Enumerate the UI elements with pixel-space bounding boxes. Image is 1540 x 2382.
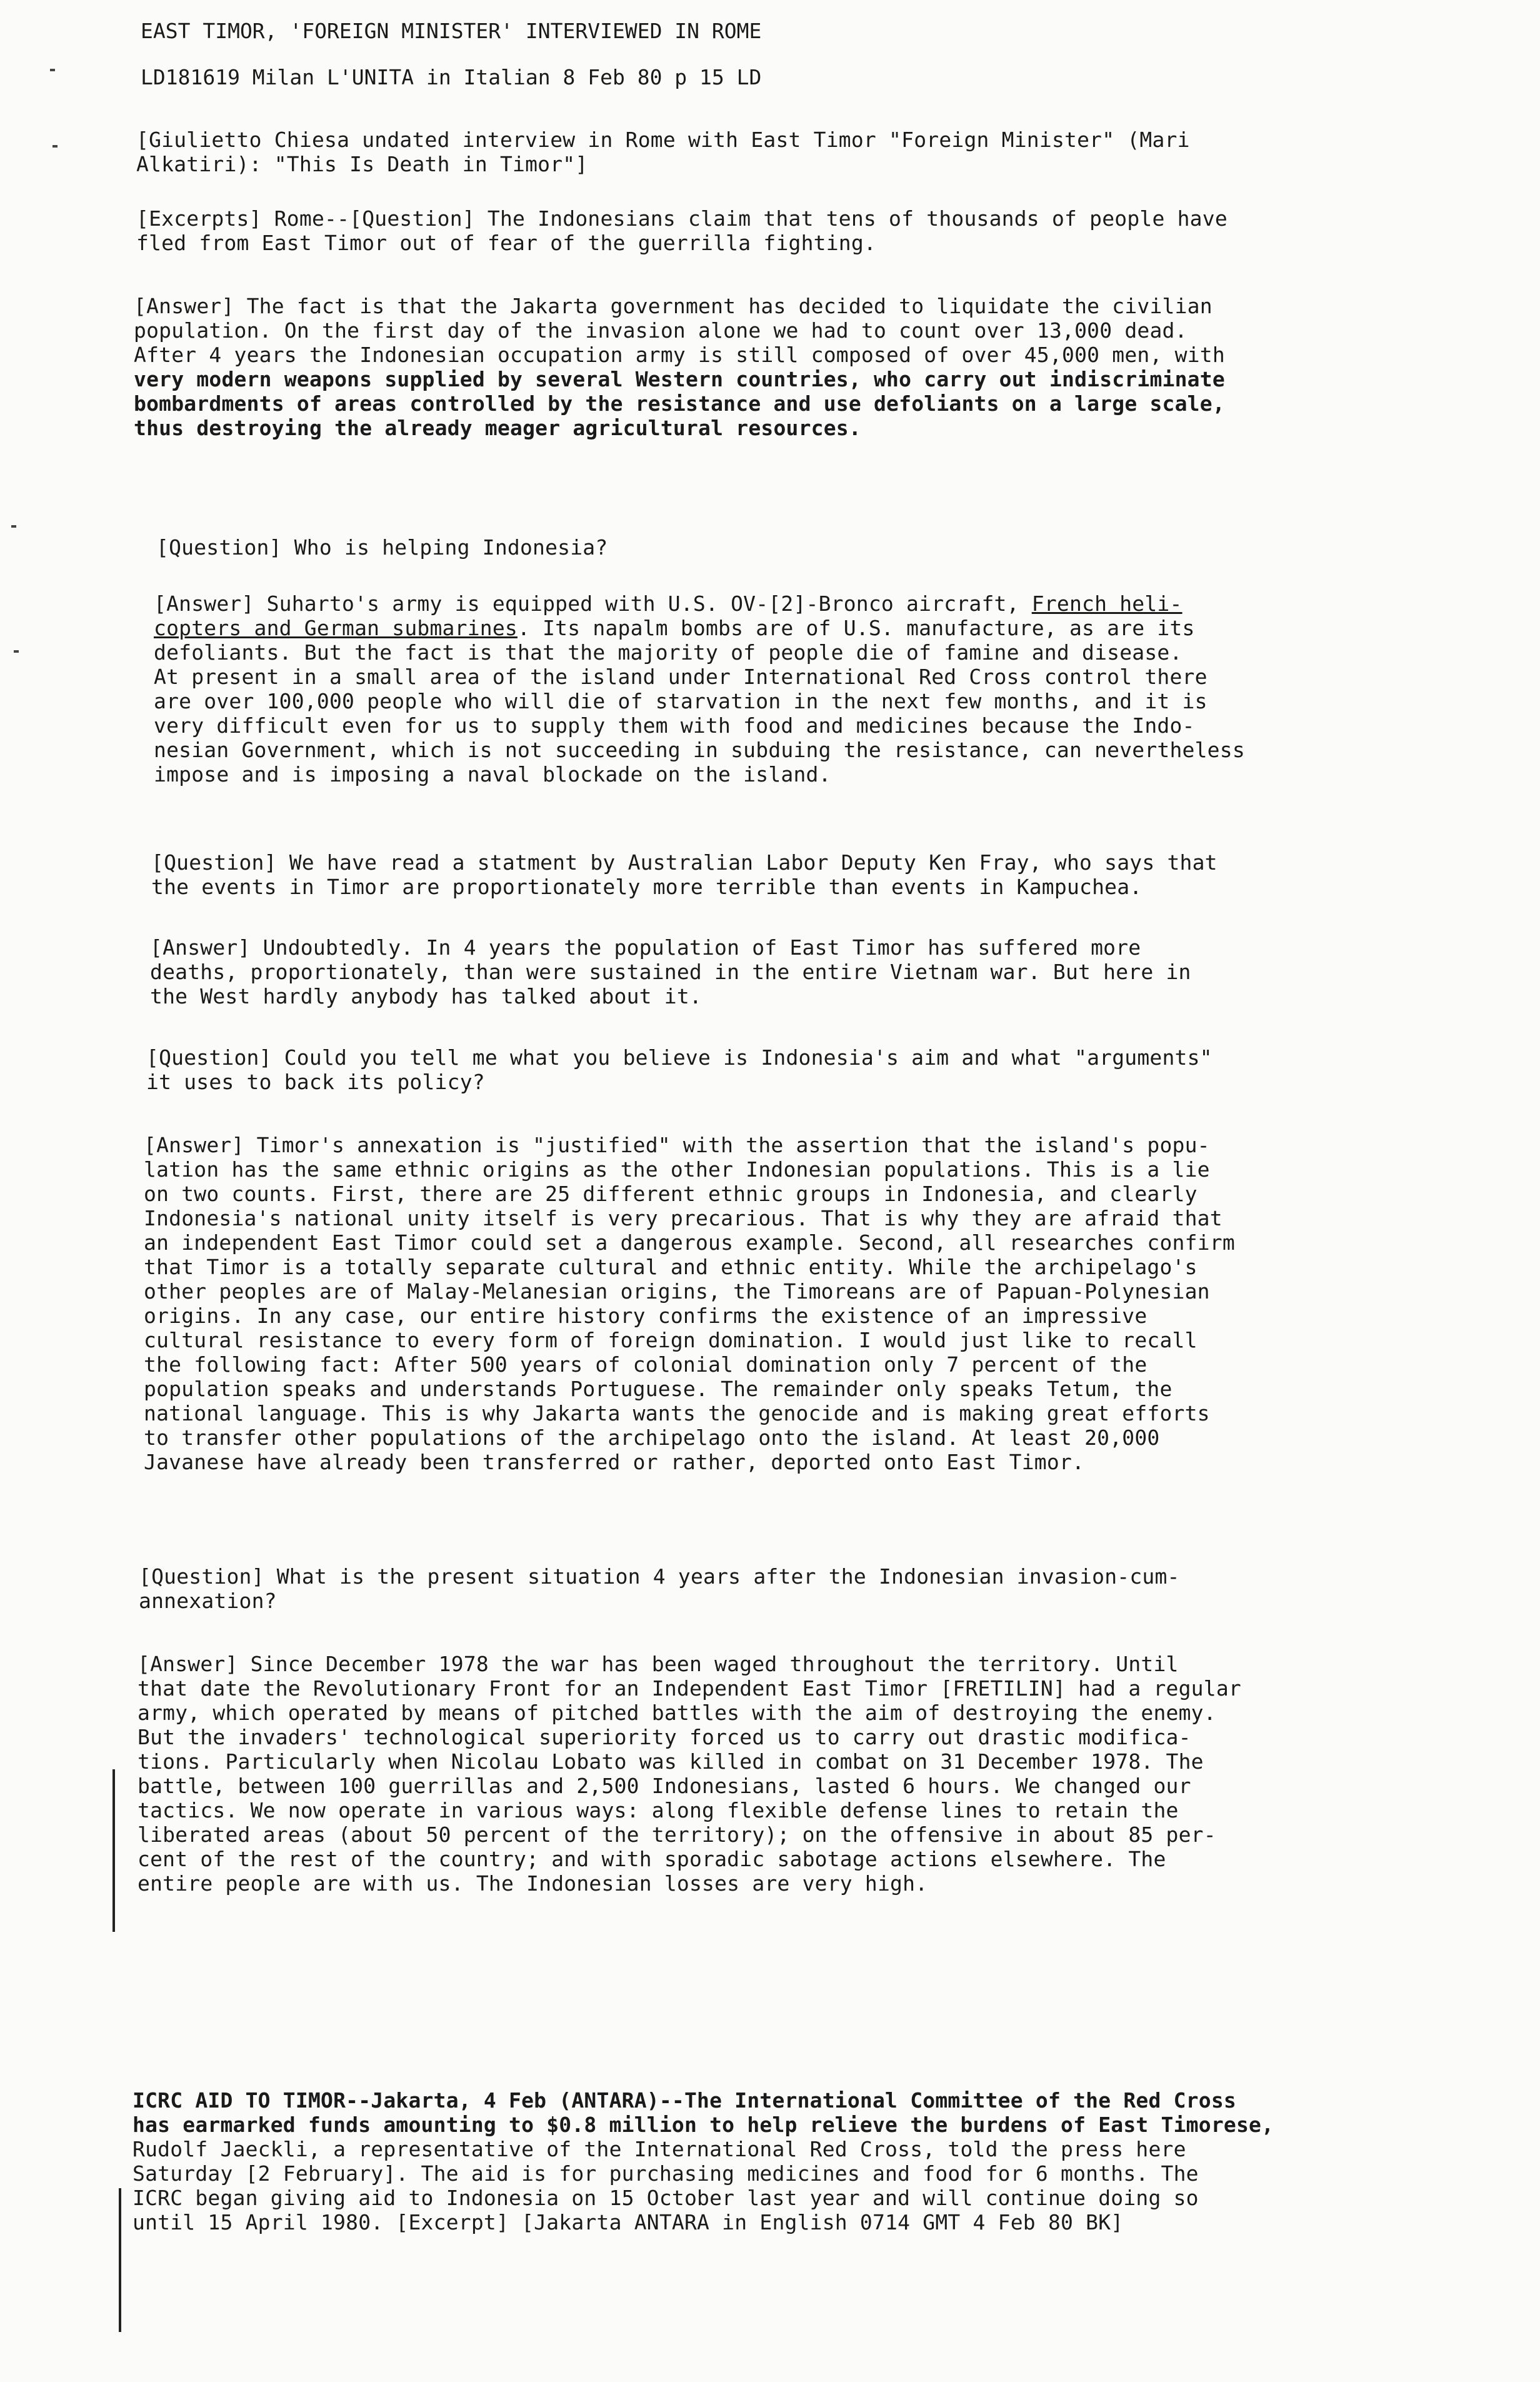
a4-line: national language. This is why Jakarta wants the genocide and is making great efforts: [144, 1401, 1210, 1425]
a2-line: [154, 591, 1360, 616]
a5-line: tactics. We now operate in various ways: along flexible defense lines to retain the: [138, 1798, 1179, 1822]
icrc-bold-line: has earmarked funds amounting to $0.8 million to help relieve the burdens of East Timorese,: [132, 2113, 1274, 2137]
question-3: [151, 850, 1358, 899]
scan-speck: [50, 69, 55, 71]
a2-line: [154, 616, 1360, 640]
a5-line: tions. Particularly when Nicolau Lobato was killed in combat on 31 December 1978. The: [138, 1749, 1204, 1774]
a2-line: nesian Government, which is not succeeding in subduing the resistance, can nevertheless: [154, 738, 1245, 762]
a1-bold-line: very modern weapons supplied by several Western countries, who carry out indiscriminate: [134, 367, 1225, 391]
a1-line: population. On the first day of the invasion alone we had to count over 13,000 dead.: [134, 318, 1188, 343]
a2-first-underlined: French heli-: [1031, 591, 1182, 616]
a1-bold-line: bombardments of areas controlled by the resistance and use defoliants on a large scale,: [134, 391, 1225, 416]
intro-paragraph: [136, 128, 1342, 176]
answer-3: [150, 935, 1356, 1008]
a4-line: an independent East Timor could set a dangerous example. Second, all researches confirm: [144, 1230, 1235, 1255]
a3-line: the West hardly anybody has talked about it.: [150, 984, 702, 1008]
q5-line: annexation?: [139, 1589, 277, 1613]
intro-line: Alkatiri): "This Is Death in Timor"]: [136, 152, 588, 176]
a2-line: At present in a small area of the island under International Red Cross control there: [154, 665, 1208, 689]
scan-speck: [52, 145, 58, 148]
a5-line: But the invaders' technological superiority forced us to carry out drastic modifica-: [138, 1725, 1191, 1749]
question-5: [139, 1564, 1345, 1613]
margin-line: [112, 1769, 115, 1932]
question-1: [136, 206, 1342, 255]
a4-line: cultural resistance to every form of foreign domination. I would just like to recall: [144, 1328, 1198, 1352]
a1-line: [Answer] The fact is that the Jakarta government has decided to liquidate the civilian: [134, 294, 1212, 318]
a4-line: Javanese have already been transferred or rather, deported onto East Timor.: [144, 1450, 1085, 1474]
q3-line: [Question] We have read a statment by Australian Labor Deputy Ken Fray, who says that: [151, 850, 1218, 875]
icrc-line: Saturday [2 February]. The aid is for purchasing medicines and food for 6 months. The: [132, 2161, 1199, 2186]
answer-2: [154, 591, 1360, 786]
a4-line: lation has the same ethnic origins as the other Indonesian populations. This is a lie: [144, 1157, 1210, 1182]
a5-line: entire people are with us. The Indonesian losses are very high.: [138, 1871, 928, 1896]
a2-line: very difficult even for us to supply them with food and medicines because the Indo-: [154, 713, 1195, 738]
a5-line: that date the Revolutionary Front for an Independent East Timor [FRETILIN] had a regular: [138, 1676, 1241, 1701]
q4-line: it uses to back its policy?: [146, 1070, 485, 1094]
icrc-item: [132, 2088, 1339, 2234]
a4-line: origins. In any case, our entire history confirms the existence of an impressive: [144, 1304, 1148, 1328]
q4-line: [Question] Could you tell me what you believe is Indonesia's aim and what "arguments": [146, 1045, 1212, 1070]
source-line: LD181619 Milan L'UNITA in Italian 8 Feb 80 p 15 LD: [141, 65, 762, 89]
q1-line: fled from East Timor out of fear of the guerrilla fighting.: [136, 231, 876, 255]
document-title: EAST TIMOR, 'FOREIGN MINISTER' INTERVIEWED IN ROME: [141, 19, 762, 43]
q5-line: [Question] What is the present situation 4 years after the Indonesian invasion-cum-: [139, 1564, 1180, 1589]
a2-first-text: [Answer] Suharto's army is equipped with U.S. OV-[2]-Bronco aircraft,: [154, 591, 1032, 616]
answer-5: [138, 1652, 1344, 1896]
q1-line: [Excerpts] Rome--[Question] The Indonesians claim that tens of thousands of people have: [136, 206, 1228, 231]
a4-line: Indonesia's national unity itself is very precarious. That is why they are afraid that: [144, 1206, 1222, 1230]
intro-line: [Giulietto Chiesa undated interview in Rome with East Timor "Foreign Minister" (Mari: [136, 128, 1190, 152]
a3-line: deaths, proportionately, than were sustained in the entire Vietnam war. But here in: [150, 960, 1191, 984]
a4-line: that Timor is a totally separate cultural and ethnic entity. While the archipelago's: [144, 1255, 1198, 1279]
a5-line: army, which operated by means of pitched battles with the aim of destroying the enemy.: [138, 1701, 1216, 1725]
q3-line: the events in Timor are proportionately more terrible than events in Kampuchea.: [151, 875, 1142, 899]
a4-line: to transfer other populations of the archipelago onto the island. At least 20,000: [144, 1425, 1160, 1450]
a1-bold-line: thus destroying the already meager agricultural resources.: [134, 416, 861, 440]
answer-1: [134, 294, 1340, 440]
scan-speck: [11, 525, 16, 528]
a5-line: liberated areas (about 50 percent of the territory); on the offensive in about 85 per-: [138, 1822, 1216, 1847]
icrc-line: ICRC began giving aid to Indonesia on 15 October last year and will continue doing so: [132, 2186, 1199, 2210]
a4-line: [Answer] Timor's annexation is "justified" with the assertion that the island's popu-: [144, 1133, 1210, 1157]
a3-line: [Answer] Undoubtedly. In 4 years the population of East Timor has suffered more: [150, 935, 1141, 960]
a5-line: [Answer] Since December 1978 the war has been waged throughout the territory. Until: [138, 1652, 1179, 1676]
question-2: [Question] Who is helping Indonesia?: [156, 535, 608, 560]
a1-line: After 4 years the Indonesian occupation army is still composed of over 45,000 men, with: [134, 343, 1225, 367]
scan-speck: [14, 650, 19, 653]
icrc-line: until 15 April 1980. [Excerpt] [Jakarta ANTARA in English 0714 GMT 4 Feb 80 BK]: [132, 2210, 1124, 2234]
answer-4: [144, 1133, 1350, 1474]
icrc-bold-line: ICRC AID TO TIMOR--Jakarta, 4 Feb (ANTARA)--The International Committee of the Red Cross: [132, 2088, 1236, 2113]
a2-second-text: . Its napalm bombs are of U.S. manufacture, as are its: [517, 616, 1195, 640]
a2-line: are over 100,000 people who will die of starvation in the next few months, and it is: [154, 689, 1208, 713]
a2-second-underlined: copters and German submarines: [154, 616, 518, 640]
a5-line: cent of the rest of the country; and with sporadic sabotage actions elsewhere. The: [138, 1847, 1166, 1871]
margin-line: [119, 2188, 121, 2332]
a4-line: population speaks and understands Portuguese. The remainder only speaks Tetum, the: [144, 1377, 1172, 1401]
a4-line: on two counts. First, there are 25 different ethnic groups in Indonesia, and clearly: [144, 1182, 1198, 1206]
a4-line: the following fact: After 500 years of colonial domination only 7 percent of the: [144, 1352, 1148, 1377]
a2-line: impose and is imposing a naval blockade on the island.: [154, 762, 831, 786]
a5-line: battle, between 100 guerrillas and 2,500 Indonesians, lasted 6 hours. We changed our: [138, 1774, 1191, 1798]
a4-line: other peoples are of Malay-Melanesian origins, the Timoreans are of Papuan-Polynesian: [144, 1279, 1210, 1304]
question-4: [146, 1045, 1352, 1094]
icrc-line: Rudolf Jaeckli, a representative of the International Red Cross, told the press here: [132, 2137, 1186, 2161]
a2-line: defoliants. But the fact is that the majority of people die of famine and disease.: [154, 640, 1182, 665]
